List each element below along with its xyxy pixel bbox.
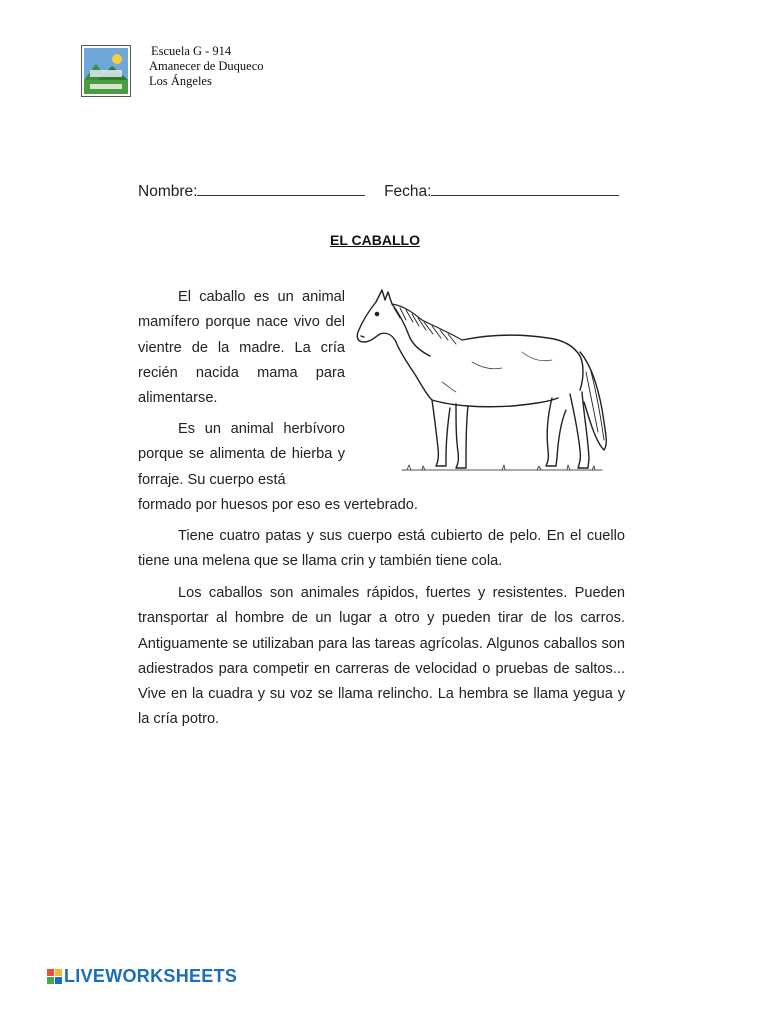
liveworksheets-logo-icon bbox=[47, 969, 62, 984]
date-blank[interactable] bbox=[431, 180, 619, 196]
name-label: Nombre: bbox=[138, 183, 198, 200]
paragraph-3-text: Tiene cuatro patas y sus cuerpo está cubierto de pelo. En el cuello tiene una melena que se llama crin y también tiene cola. bbox=[138, 528, 625, 570]
paragraph-2 bbox=[138, 417, 345, 493]
horse-illustration bbox=[352, 282, 620, 478]
paragraph-4 bbox=[138, 581, 625, 733]
date-label: Fecha: bbox=[384, 183, 432, 200]
logo-block-4 bbox=[55, 977, 62, 984]
logo-block-3 bbox=[47, 977, 54, 984]
logo-block-1 bbox=[47, 969, 54, 976]
logo-block-2 bbox=[55, 969, 62, 976]
paragraph-1-text: El caballo es un animal mamífero porque nace vivo del vientre de la madre. La cría recién nacida mama para alimentarse. bbox=[138, 289, 345, 407]
school-logo bbox=[81, 45, 131, 97]
footer-brand[interactable] bbox=[47, 966, 237, 986]
brand-text: LIVEWORKSHEETS bbox=[64, 965, 238, 986]
name-blank[interactable] bbox=[197, 180, 365, 196]
school-logo-icon bbox=[82, 46, 130, 96]
school-info bbox=[151, 44, 264, 89]
school-name: Escuela G - 914 bbox=[151, 44, 232, 58]
school-subtitle: Amanecer de Duqueco bbox=[149, 59, 264, 73]
name-date-row bbox=[138, 180, 619, 201]
horse-icon bbox=[352, 282, 620, 478]
school-city: Los Ángeles bbox=[149, 74, 212, 88]
paragraph-3 bbox=[138, 524, 625, 575]
page-title: EL CABALLO bbox=[330, 232, 420, 248]
paragraph-2-text: Es un animal herbívoro porque se alimenta de hierba y forraje. Su cuerpo está bbox=[138, 421, 345, 488]
paragraph-1 bbox=[138, 285, 345, 411]
paragraph-4-text: Los caballos son animales rápidos, fuertes y resistentes. Pueden transportar al hombre de un lugar a otro y pueden tirar de los carros. Antiguamente se utilizaban para las tareas agrícolas. Algunos caballos son adiestrados para competir en carreras de velocidad o pruebas de saltos... Vive en la cuadra y su voz se llama relincho. La hembra se llama yegua y la cría potro. bbox=[138, 585, 625, 728]
paragraph-2-tail: formado por huesos por eso es vertebrado. bbox=[138, 497, 418, 513]
